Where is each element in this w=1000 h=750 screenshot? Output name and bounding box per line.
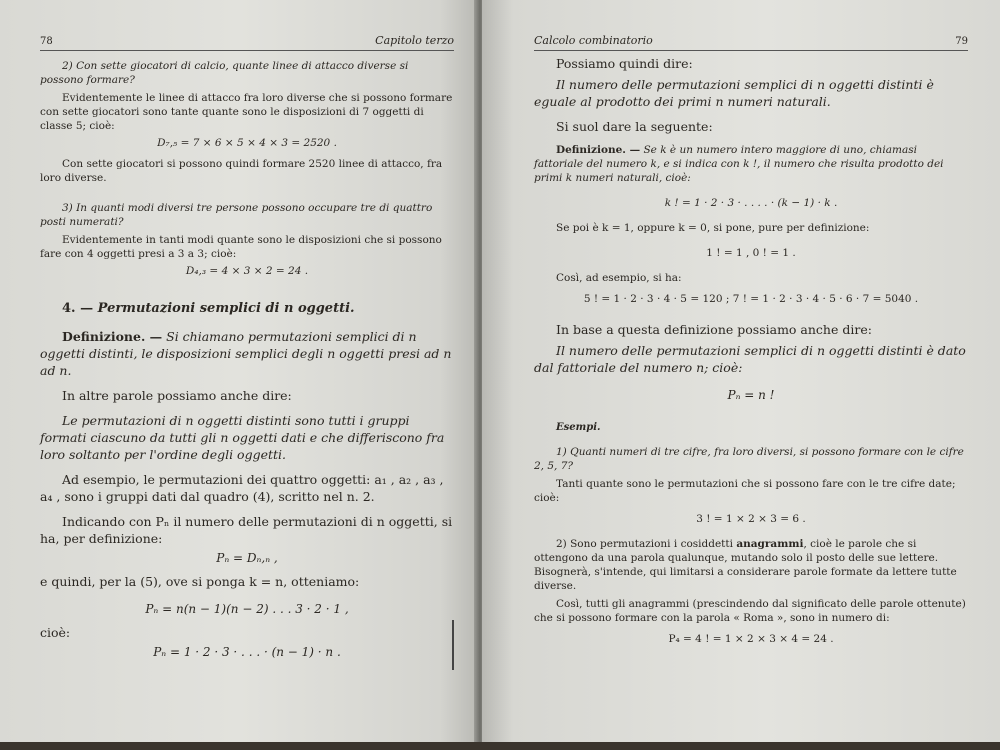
formula: D₄,₃ = 4 × 3 × 2 = 24 . <box>185 265 309 277</box>
paragraph: Se poi è k = 1, oppure k = 0, si pone, pure per definizione: <box>556 222 870 234</box>
paragraph: Indicando con Pₙ il numero delle permutazioni di n oggetti, si ha, per definizione: <box>40 514 453 546</box>
paragraph: In altre parole possiamo anche dire: <box>62 388 292 403</box>
example-answer: Così, tutti gli anagrammi (prescindendo dal significato delle parole ottenute) che si possono formare con la parola « Roma », sono in numero di: <box>534 598 966 624</box>
formula: Pₙ = Dₙ,ₙ , <box>216 551 278 565</box>
formula: D₇,₅ = 7 × 6 × 5 × 4 × 3 = 2520 . <box>157 137 337 149</box>
section-heading <box>62 301 454 316</box>
formula: k ! = 1 · 2 · 3 · . . . . · (k − 1) · k . <box>664 197 838 209</box>
paragraph: Ad esempio, le permutazioni dei quattro oggetti: a₁ , a₂ , a₃ , a₄ , sono i gruppi dati dal quadro (4), scritto nel n. 2. <box>40 472 444 504</box>
running-title: Capitolo terzo <box>375 34 454 47</box>
bottom-shadow <box>0 742 1000 750</box>
left-page <box>0 0 478 750</box>
examples-heading: Esempi. <box>556 422 601 433</box>
formula: Pₙ = n(n − 1)(n − 2) . . . 3 · 2 · 1 , <box>145 602 349 616</box>
example-text <box>534 537 968 593</box>
section-number: 4. — <box>62 301 94 316</box>
definition <box>534 143 968 185</box>
formula: P₄ = 4 ! = 1 × 2 × 3 × 4 = 24 . <box>668 633 834 645</box>
right-page <box>482 0 1000 750</box>
paragraph: Possiamo quindi dire: <box>556 56 693 71</box>
right-page-header <box>534 28 968 51</box>
definition-text: Si chiamano permutazioni semplici di n oggetti distinti, le disposizioni semplici degli n oggetti presi ad n ad n. <box>40 329 452 378</box>
formula: Pₙ = 1 · 2 · 3 · . . . · (n − 1) · n . <box>153 645 341 659</box>
definition-text: Se k è un numero intero maggiore di uno, chiamasi fattoriale del numero k, e si indica con k !, il numero che risulta prodotto dei primi k numeri naturali, cioè: <box>534 144 944 184</box>
left-page-header <box>40 28 454 51</box>
italic-statement: Le permutazioni di n oggetti distinti sono tutti i gruppi formati ciascuno da tutti gli n oggetti dati e che differiscono fra loro soltanto per l'ordine degli oggetti. <box>40 413 445 462</box>
example-text-start: 2) Sono permutazioni i cosiddetti <box>556 538 737 550</box>
paragraph: Si suol dare la seguente: <box>556 119 713 134</box>
anagrammi-term: anagrammi <box>736 538 804 550</box>
formula: 1 ! = 1 , 0 ! = 1 . <box>706 247 796 259</box>
page-edge-mark <box>452 620 454 670</box>
italic-statement: Il numero delle permutazioni semplici di n oggetti distinti è eguale al prodotto dei primi n numeri naturali. <box>534 77 934 109</box>
formula: 3 ! = 1 × 2 × 3 = 6 . <box>696 513 806 525</box>
running-title: Calcolo combinatorio <box>534 34 653 47</box>
example-answer: Evidentemente in tanti modi quante sono le disposizioni che si possono fare con 4 oggetti presi a 3 a 3; cioè: <box>40 234 442 260</box>
italic-statement: Il numero delle permutazioni semplici di n oggetti distinti è dato dal fattoriale del numero n; cioè: <box>534 343 966 375</box>
example-conclusion: Con sette giocatori si possono quindi formare 2520 linee di attacco, fra loro diverse. <box>40 158 443 184</box>
section-title: Permutazioni semplici di n oggetti. <box>97 301 355 316</box>
example-answer: Tanti quante sono le permutazioni che si possono fare con le tre cifre date; cioè: <box>534 478 956 504</box>
formula: 5 ! = 1 · 2 · 3 · 4 · 5 = 120 ; 7 ! = 1 · 2 · 3 · 4 · 5 · 6 · 7 = 5040 . <box>583 293 919 305</box>
definition-lead: Definizione. — <box>62 329 163 344</box>
paragraph: Così, ad esempio, si ha: <box>556 272 682 284</box>
example-question: 3) In quanti modi diversi tre persone possono occupare tre di quattro posti numerati? <box>40 202 433 228</box>
page-number: 78 <box>40 36 53 47</box>
example-question: 2) Con sette giocatori di calcio, quante linee di attacco diverse si possono formare? <box>40 60 409 86</box>
example-question: 1) Quanti numeri di tre cifre, fra loro diversi, si possono formare con le cifre 2, 5, 7? <box>534 446 964 472</box>
formula: Pₙ = n ! <box>727 388 775 402</box>
paragraph: In base a questa definizione possiamo anche dire: <box>556 322 872 337</box>
definition <box>40 328 454 379</box>
cioe-label: cioè: <box>40 625 71 640</box>
paragraph: e quindi, per la (5), ove si ponga k = n, otteniamo: <box>40 574 360 589</box>
example-text-end: , cioè le parole che si ottengono da una parola qualunque, mutando solo il posto delle sue lettere. Bisognerà, s'intende, qui limitarsi a considerare parole formate da lettere tutte diverse. <box>534 538 957 592</box>
definition-lead: Definizione. — <box>556 144 641 156</box>
example-answer: Evidentemente le linee di attacco fra loro diverse che si possono formare con sette giocatori sono tante quante sono le disposizioni di 7 oggetti di classe 5; cioè: <box>40 92 453 132</box>
page-number: 79 <box>955 36 968 47</box>
